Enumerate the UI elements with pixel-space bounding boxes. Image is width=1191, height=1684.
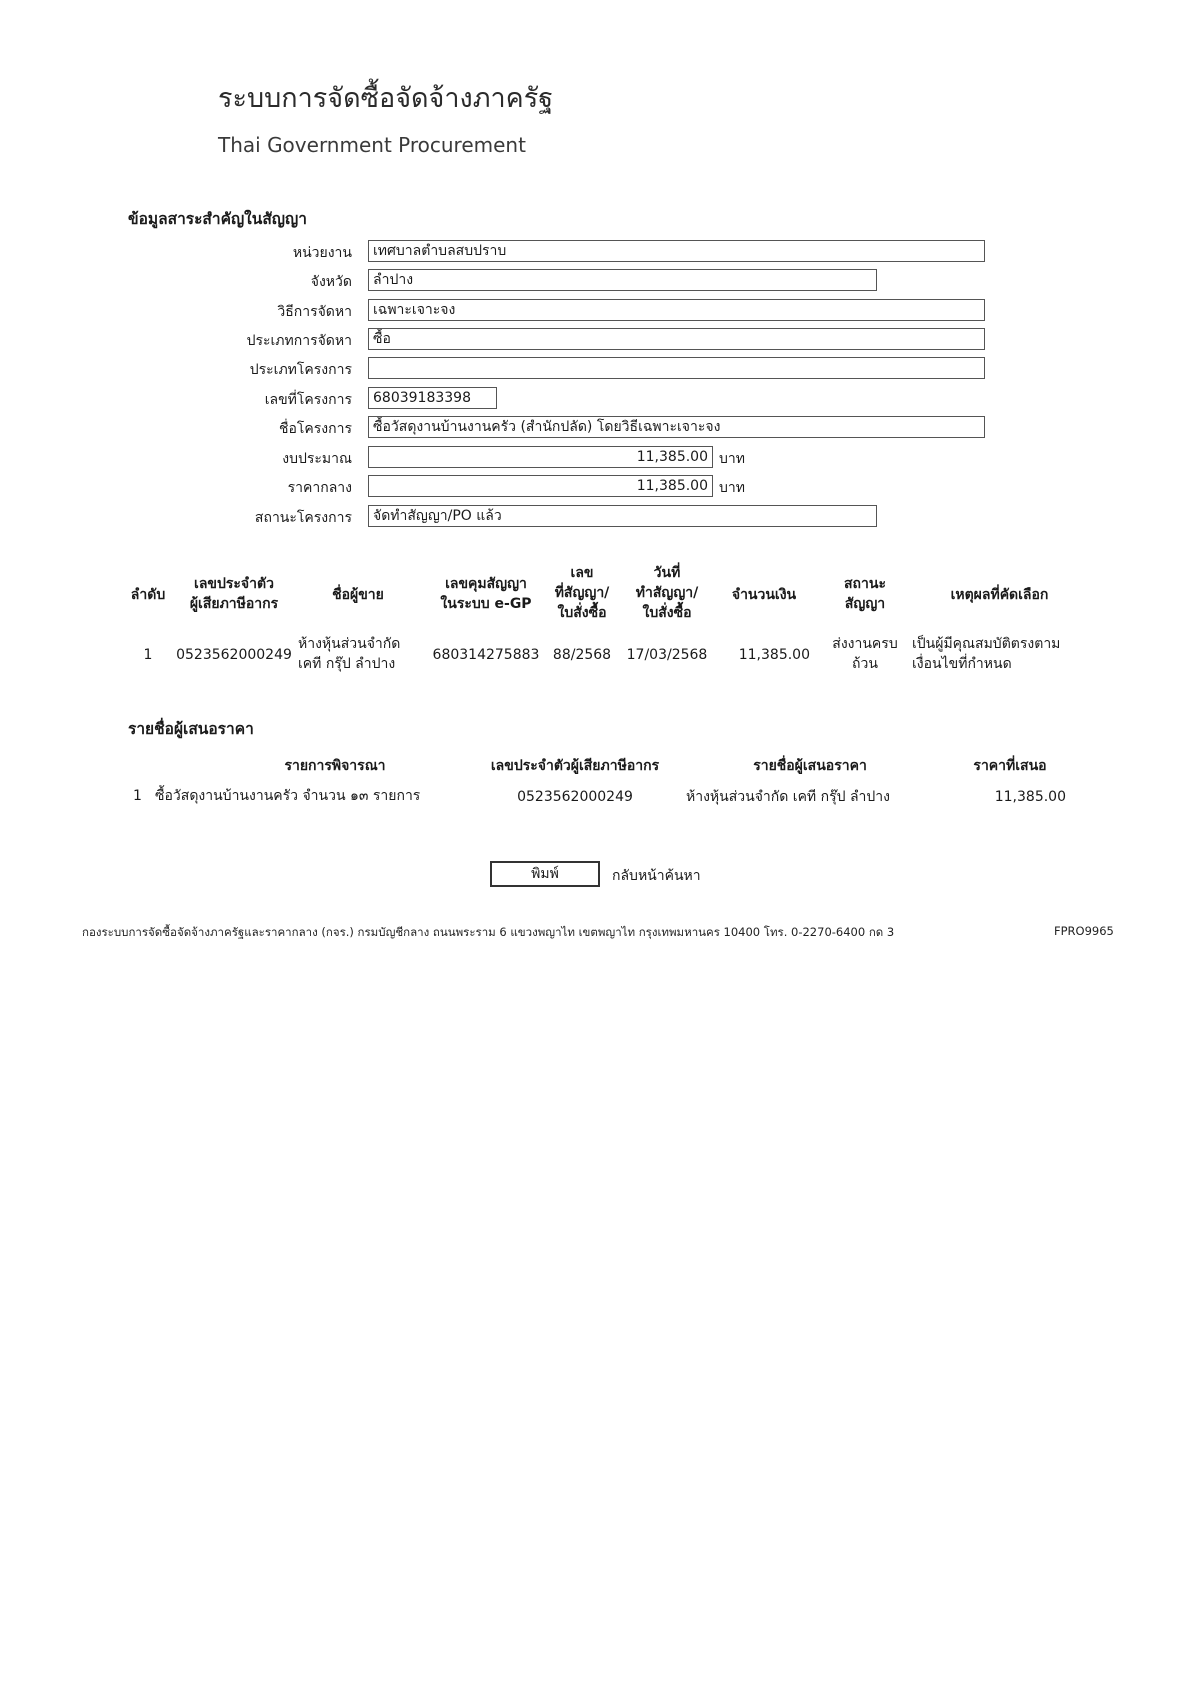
field-budget: 11,385.00 xyxy=(368,446,713,468)
th-status-line2: สัญญา xyxy=(844,596,886,612)
contract-seller-line1: ห้างหุ้นส่วนจำกัด xyxy=(298,636,401,652)
th-contract-date xyxy=(623,563,711,623)
label-project-name: ชื่อโครงการ xyxy=(278,421,352,437)
th-contract-no xyxy=(546,563,618,623)
contract-reason-line2: เงื่อนไขที่กำหนด xyxy=(912,656,1012,672)
field-median-price: 11,385.00 xyxy=(368,475,713,497)
th-contract-status xyxy=(820,574,910,614)
label-project-no: เลขที่โครงการ xyxy=(264,392,352,408)
label-method: วิธีการจัดหา xyxy=(277,304,352,320)
th-status-line1: สถานะ xyxy=(844,576,886,592)
footer-address: กองระบบการจัดซื้อจัดจ้างภาครัฐและราคากลาง (กจร.) กรมบัญชีกลาง ถนนพระราม 6 แขวงพญาไท เขตพญาไท กรุงเทพมหานคร 10400 โทร. 0-2270-6400 กด 3 xyxy=(82,925,895,939)
th-control-line2: ในระบบ e-GP xyxy=(440,596,532,612)
label-procurement-type: ประเภทการจัดหา xyxy=(246,333,352,349)
bid-name: ห้างหุ้นส่วนจำกัด เคที กรุ๊ป ลำปาง xyxy=(686,789,890,805)
th-cno-line3: ใบสั่งซื้อ xyxy=(557,605,607,621)
print-button[interactable]: พิมพ์ xyxy=(490,861,600,887)
label-province: จังหวัด xyxy=(310,274,352,290)
th-date-line3: ใบสั่งซื้อ xyxy=(642,605,692,621)
th-control-line1: เลขคุมสัญญา xyxy=(445,576,527,592)
th-seller: ชื่อผู้ขาย xyxy=(332,587,384,603)
bid-price: 11,385.00 xyxy=(994,789,1066,805)
th-reason: เหตุผลที่คัดเลือก xyxy=(950,587,1049,603)
section-title-summary: ข้อมูลสาระสำคัญในสัญญา xyxy=(128,210,307,228)
contract-seq: 1 xyxy=(143,647,153,663)
label-project-type: ประเภทโครงการ xyxy=(249,362,352,378)
contract-no: 88/2568 xyxy=(552,647,612,663)
th-bid-tax-id: เลขประจำตัวผู้เสียภาษีอากร xyxy=(490,758,660,774)
median-price-unit: บาท xyxy=(719,480,745,496)
contract-status-line1: ส่งงานครบ xyxy=(832,636,898,652)
field-status: จัดทำสัญญา/PO แล้ว xyxy=(368,505,877,527)
label-median-price: ราคากลาง xyxy=(287,480,352,496)
contract-reason-line1: เป็นผู้มีคุณสมบัติตรงตาม xyxy=(912,636,1061,652)
section-title-bidders: รายชื่อผู้เสนอราคา xyxy=(128,720,254,738)
contract-tax-id: 0523562000249 xyxy=(176,647,292,663)
site-title-thai: ระบบการจัดซื้อจัดจ้างภาครัฐ xyxy=(218,83,554,114)
label-budget: งบประมาณ xyxy=(282,451,352,467)
label-status: สถานะโครงการ xyxy=(254,510,352,526)
th-cno-line2: ที่สัญญา/ xyxy=(554,585,610,601)
th-bid-name: รายชื่อผู้เสนอราคา xyxy=(753,758,867,774)
contract-date: 17/03/2568 xyxy=(626,647,708,663)
field-agency: เทศบาลตำบลสบปราบ xyxy=(368,240,985,262)
field-project-type xyxy=(368,357,985,379)
contract-status xyxy=(820,634,910,674)
field-procurement-type: ซื้อ xyxy=(368,328,985,350)
th-taxid-line1: เลขประจำตัว xyxy=(194,576,274,592)
field-project-no: 68039183398 xyxy=(368,387,497,409)
bid-tax-id: 0523562000249 xyxy=(517,789,633,805)
th-date-line1: วันที่ xyxy=(653,565,681,581)
bid-seq: 1 xyxy=(133,788,142,804)
th-control-no xyxy=(422,574,550,614)
contract-reason xyxy=(912,634,1087,674)
th-date-line2: ทำสัญญา/ xyxy=(635,585,699,601)
budget-unit: บาท xyxy=(719,451,745,467)
contract-status-line2: ถ้วน xyxy=(852,656,878,672)
th-amount: จำนวนเงิน xyxy=(731,587,797,603)
th-seq: ลำดับ xyxy=(130,587,166,603)
th-bid-item: รายการพิจารณา xyxy=(284,758,386,774)
contract-control-no: 680314275883 xyxy=(432,647,540,663)
field-province: ลำปาง xyxy=(368,269,877,291)
contract-amount: 11,385.00 xyxy=(738,647,810,663)
contract-seller xyxy=(298,634,422,674)
th-cno-line1: เลข xyxy=(570,565,594,581)
contract-seller-line2: เคที กรุ๊ป ลำปาง xyxy=(298,656,396,672)
label-agency: หน่วยงาน xyxy=(292,245,352,261)
field-method: เฉพาะเจาะจง xyxy=(368,299,985,321)
th-bid-price: ราคาที่เสนอ xyxy=(973,758,1047,774)
back-to-search-link[interactable]: กลับหน้าค้นหา xyxy=(612,868,701,884)
th-taxid xyxy=(174,574,294,614)
field-project-name: ซื้อวัสดุงานบ้านงานครัว (สำนักปลัด) โดยวิธีเฉพาะเจาะจง xyxy=(368,416,985,438)
th-taxid-line2: ผู้เสียภาษีอากร xyxy=(189,596,279,612)
footer-code: FPRO9965 xyxy=(1054,924,1114,938)
site-title-english: Thai Government Procurement xyxy=(218,133,526,157)
bid-item: ซื้อวัสดุงานบ้านงานครัว จำนวน ๑๓ รายการ xyxy=(155,788,421,804)
